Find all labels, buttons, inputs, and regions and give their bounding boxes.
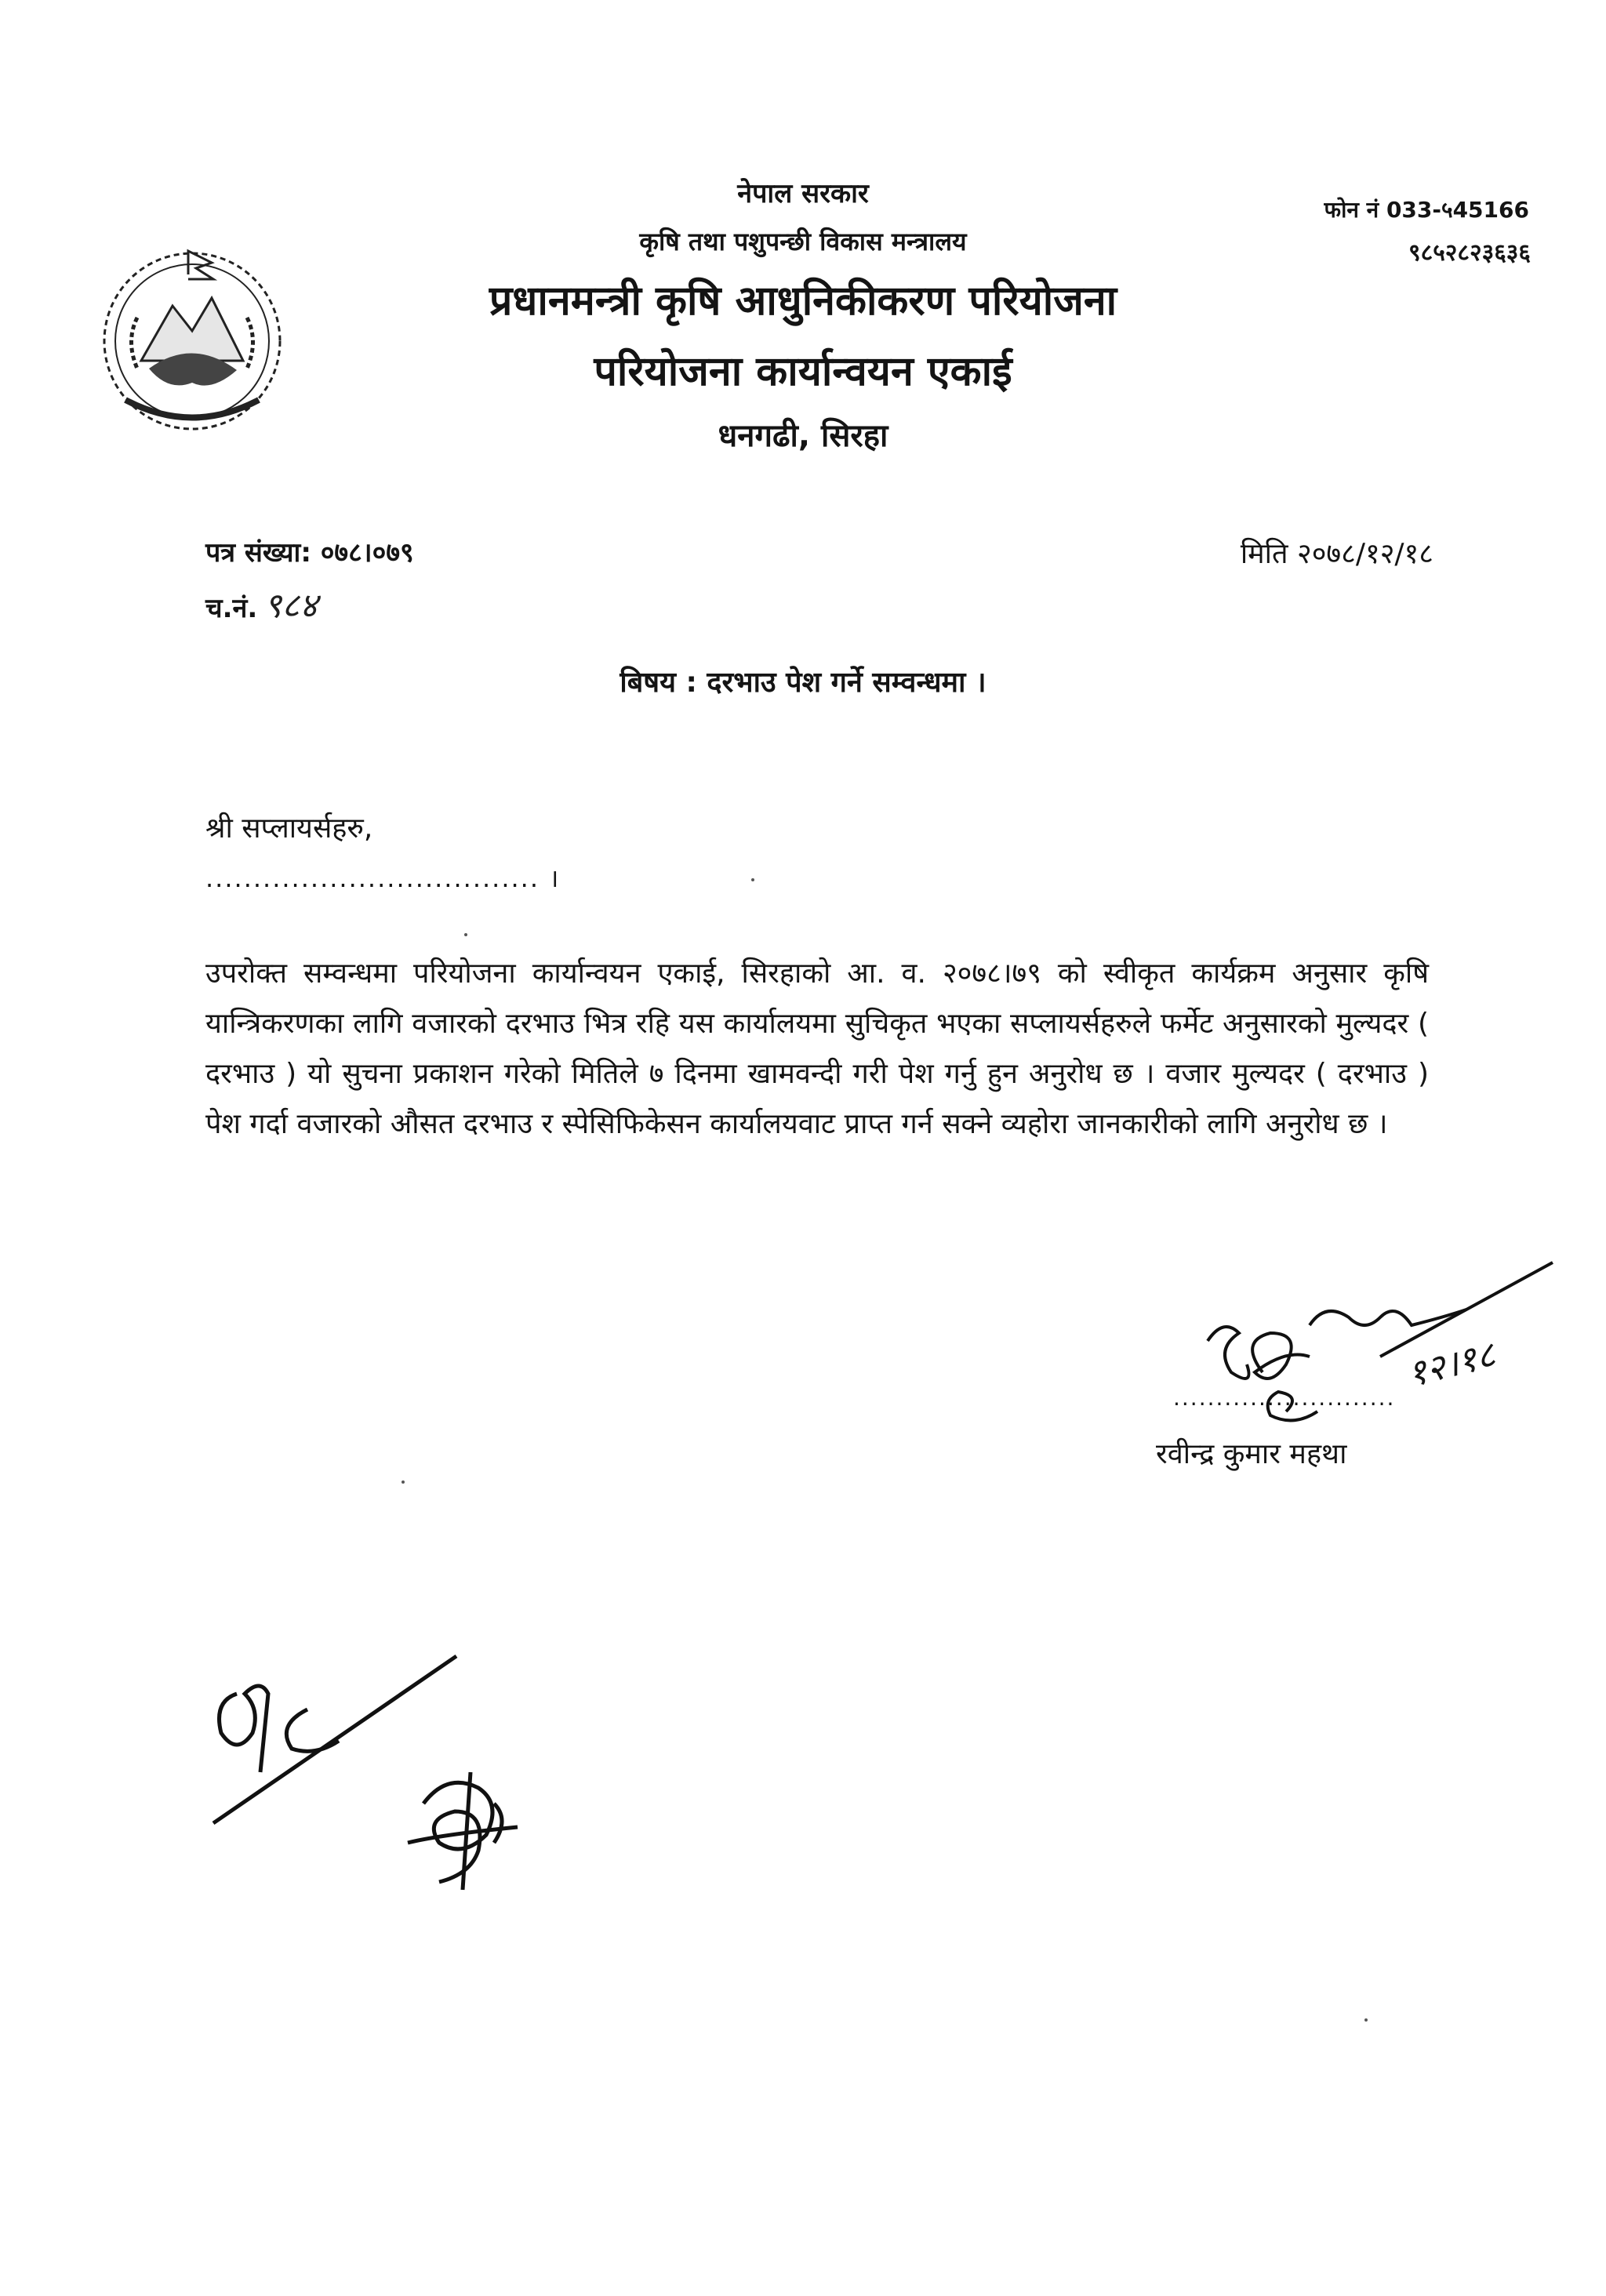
dispatch-label: च.नं. <box>205 593 258 624</box>
scan-speck <box>1364 2018 1368 2022</box>
phone-number: फोन नं 033-५45166 <box>1324 197 1529 223</box>
ministry-name: कृषि तथा पशुपन्छी विकास मन्त्रालय <box>639 227 967 256</box>
signature-date-handwritten: १२।१८ <box>1403 1332 1500 1396</box>
signature-scribble-icon <box>1192 1255 1561 1451</box>
mobile-number: ९८५२८२३६३६ <box>1408 239 1531 267</box>
signer-name: रवीन्द्र कुमार महथा <box>1156 1438 1347 1470</box>
letter-reference: पत्र संख्या: ०७८।०७९ <box>205 537 414 569</box>
letter-body: उपरोक्त सम्वन्धमा परियोजना कार्यान्वयन एकाई, सिरहाको आ. व. २०७८।७९ को स्वीकृत कार्यक्रम अनुसार कृषि यान्त्रिकरणका लागि वजारको दरभाउ भित्र रहि यस कार्यालयमा सुचिकृत भएका सप्लायर्सहरुले फर्मेट अनुसारको मुल्यदर ( दरभाउ ) यो सुचना प्रकाशन गरेको मितिले ७ दिनमा खामवन्दी गरी पेश गर्नु हुन अनुरोध छ । वजार मुल्यदर ( दरभाउ ) पेश गर्दा वजारको औसत दरभाउ र स्पेसिफिकेसन कार्यालयवाट प्राप्त गर्न सक्ने व्यहोरा जानकारीको लागि अनुरोध छ । <box>205 957 1429 1140</box>
scan-speck <box>464 933 467 936</box>
stamp-scribble-icon <box>392 1757 541 1898</box>
salutation: श्री सप्लायर्सहरु, <box>205 812 373 845</box>
address-dots: ................................... । <box>205 863 561 893</box>
project-title: प्रधानमन्त्री कृषि आधुनिकीकरण परियोजना <box>489 278 1117 325</box>
scan-speck <box>751 878 754 881</box>
letter-subject: बिषय : दरभाउ पेश गर्ने सम्वन्धमा । <box>620 667 986 699</box>
signature-dots: .......................... <box>1173 1385 1396 1411</box>
unit-title: परियोजना कार्यान्वयन एकाई <box>594 348 1012 395</box>
dispatch-number-handwritten: ९८४ <box>263 586 318 626</box>
office-location: धनगढी, सिरहा <box>718 418 888 454</box>
scan-speck <box>402 1480 405 1484</box>
letter-date: मिति २०७८/१२/१८ <box>1240 538 1433 570</box>
government-name: नेपाल सरकार <box>737 178 869 209</box>
dispatch-number <box>205 580 318 627</box>
